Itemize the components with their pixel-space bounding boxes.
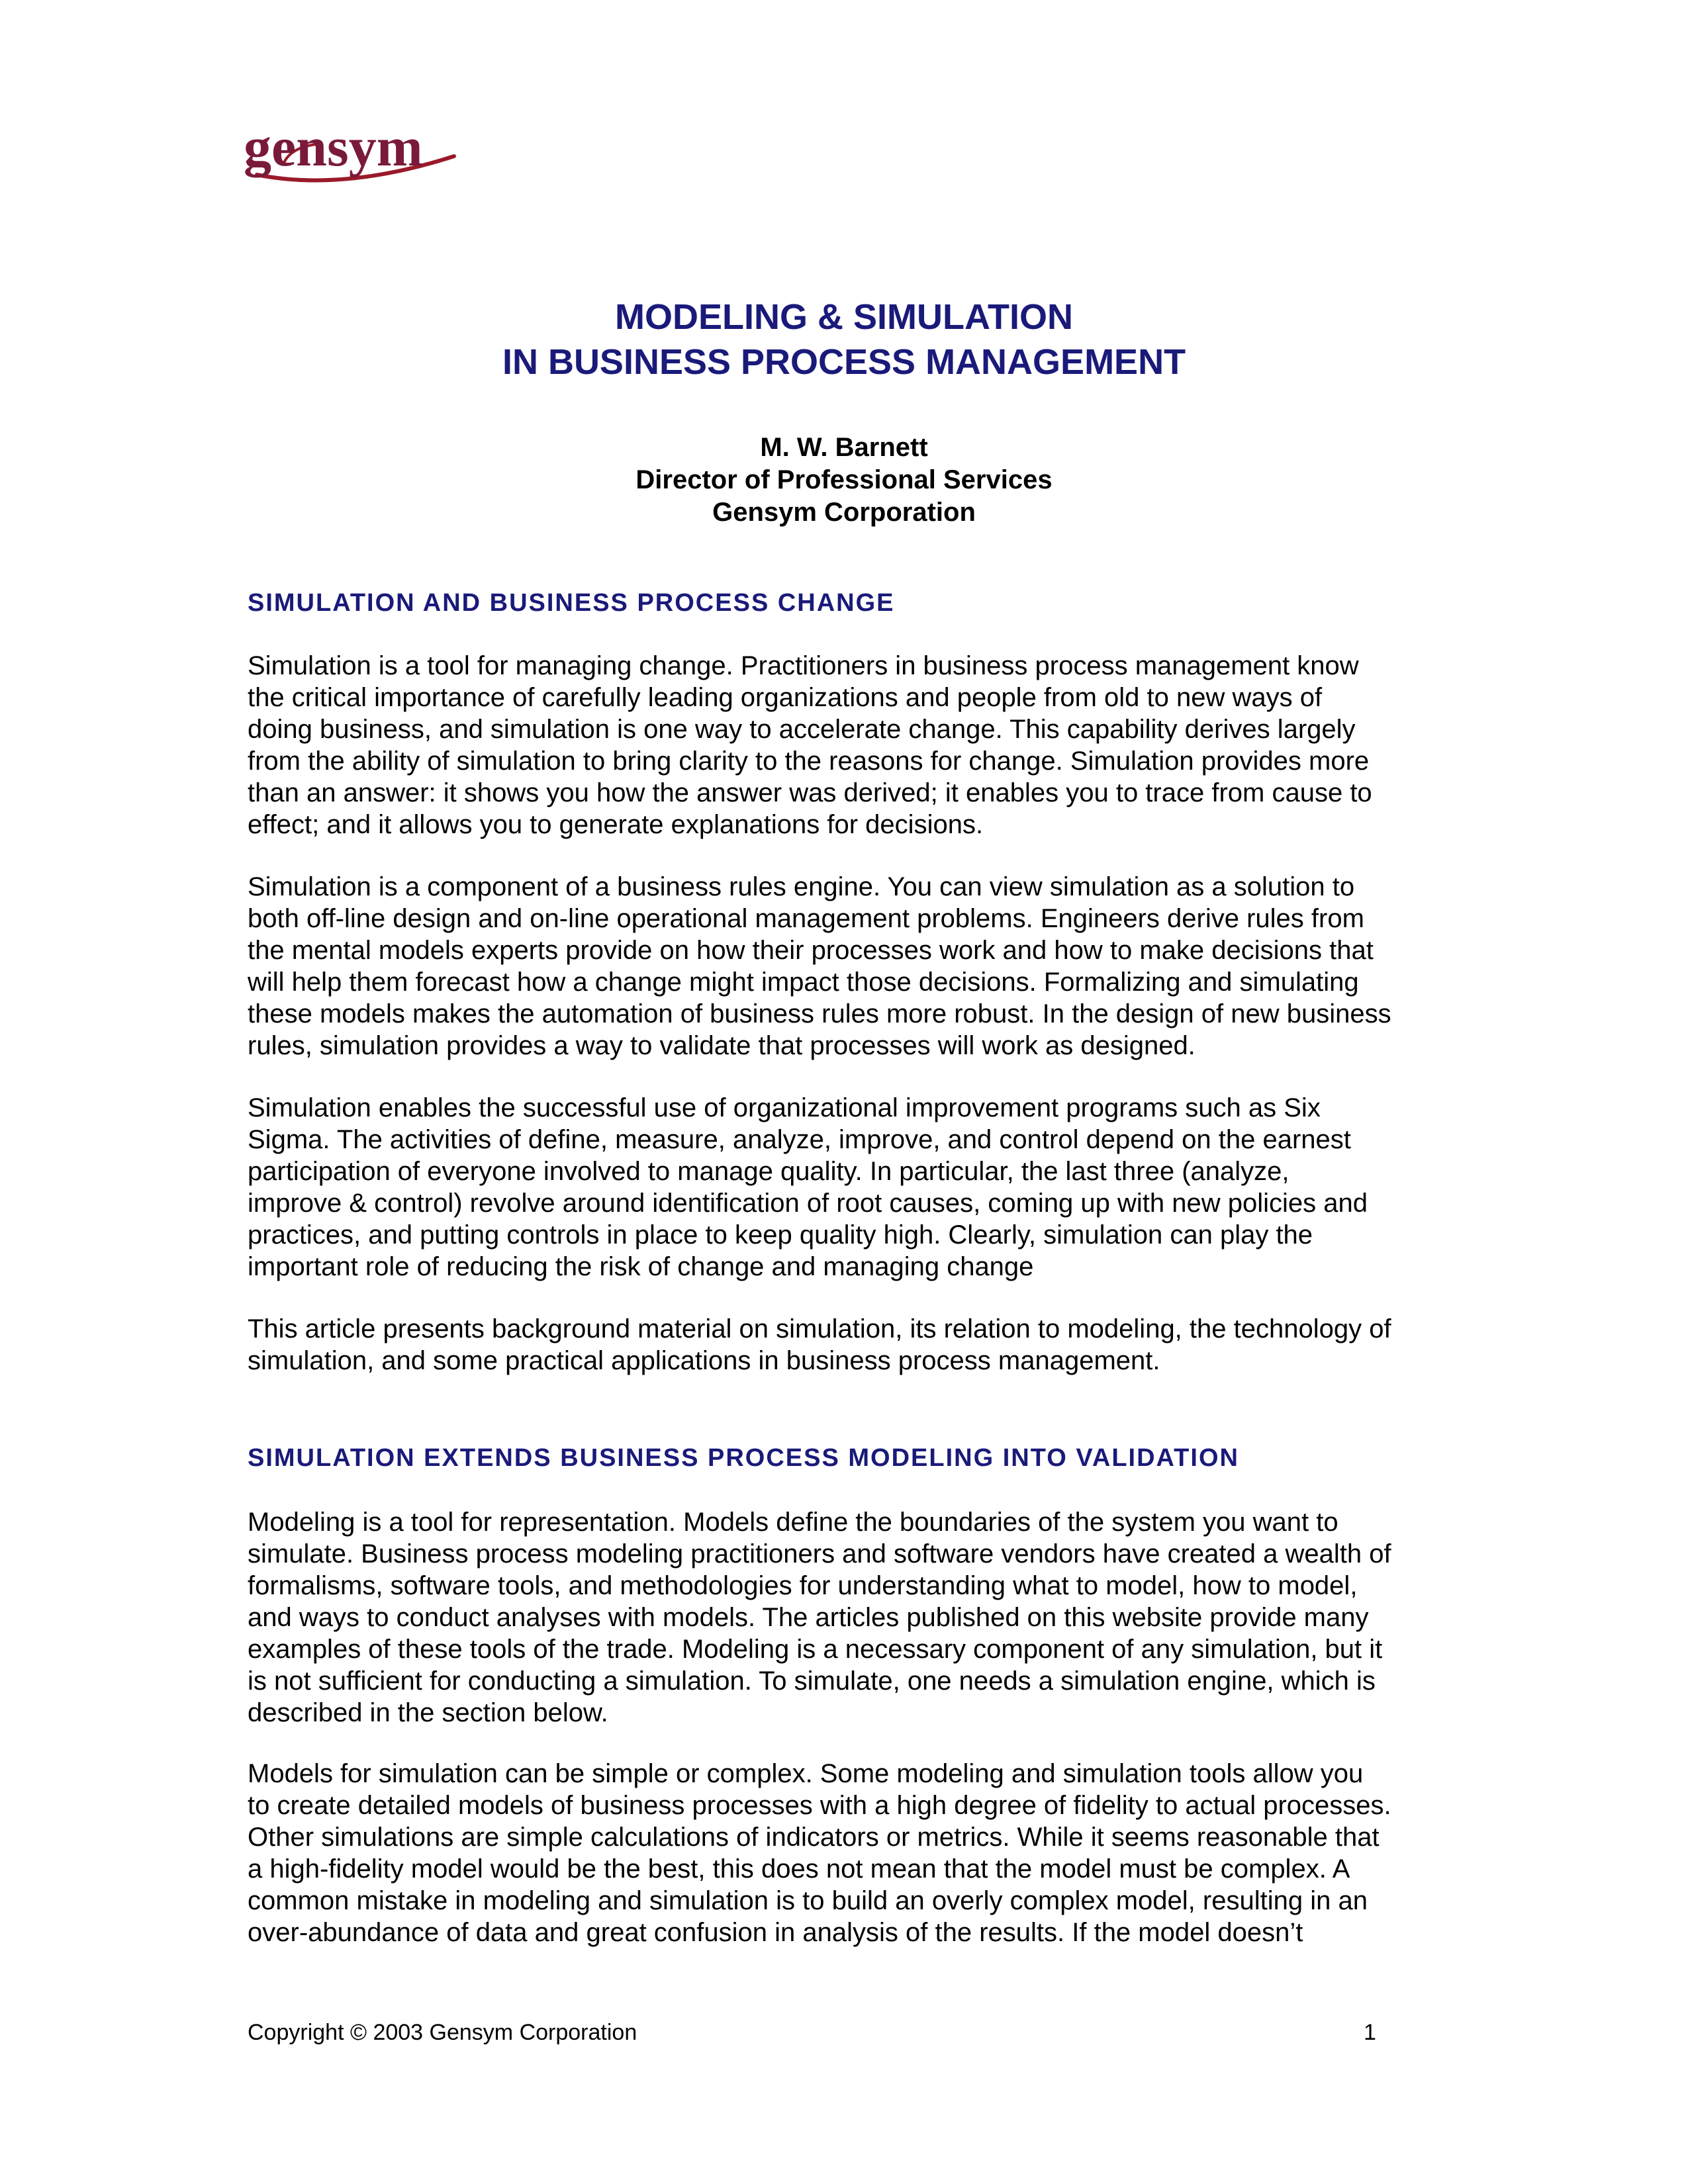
title-line-1: MODELING & SIMULATION (615, 297, 1073, 337)
paragraph-line: the mental models experts provide on how their processes work and how to make decisions that (248, 936, 1374, 965)
paragraph-line: is not sufficient for conducting a simulation. To simulate, one needs a simulation engine, which is (248, 1666, 1376, 1696)
gensym-logo-graphic (244, 118, 459, 192)
logo-text: gensym (244, 118, 423, 178)
paragraph-5 (248, 1506, 1391, 1729)
paragraph-line: and ways to conduct analyses with models. The articles published on this website provide many (248, 1603, 1369, 1632)
paragraph-line: Simulation is a component of a business rules engine. You can view simulation as a solution to (248, 872, 1355, 901)
paragraph-line: these models makes the automation of business rules more robust. In the design of new business (248, 999, 1391, 1028)
gensym-logo (244, 118, 459, 192)
paragraph-3 (248, 1092, 1368, 1283)
paragraph-line: practices, and putting controls in place to keep quality high. Clearly, simulation can play the (248, 1220, 1313, 1250)
title-line-2: IN BUSINESS PROCESS MANAGEMENT (502, 342, 1186, 382)
footer-page-number: 1 (1364, 2020, 1376, 2045)
paragraph-line: Simulation is a tool for managing change. Practitioners in business process management know (248, 651, 1359, 680)
paragraph-line: both off-line design and on-line operational management problems. Engineers derive rules from (248, 904, 1364, 933)
paragraph-line: to create detailed models of business processes with a high degree of fidelity to actual processes. (248, 1791, 1391, 1820)
paragraph-line: effect; and it allows you to generate explanations for decisions. (248, 810, 984, 839)
paragraph-4 (248, 1313, 1391, 1377)
footer-copyright: Copyright © 2003 Gensym Corporation (248, 2020, 637, 2045)
author-position: Director of Professional Services (635, 465, 1053, 494)
paragraph-line: participation of everyone involved to manage quality. In particular, the last three (analyze, (248, 1157, 1289, 1186)
paragraph-line: Simulation enables the successful use of organizational improvement programs such as Six (248, 1093, 1321, 1122)
paragraph-line: than an answer: it shows you how the answer was derived; it enables you to trace from cause to (248, 778, 1372, 807)
author-company: Gensym Corporation (712, 498, 976, 527)
paragraph-line: rules, simulation provides a way to validate that processes will work as designed. (248, 1031, 1196, 1060)
section-heading-2: SIMULATION EXTENDS BUSINESS PROCESS MODELING INTO VALIDATION (248, 1444, 1239, 1472)
paragraph-line: will help them forecast how a change might impact those decisions. Formalizing and simulating (248, 968, 1359, 997)
paragraph-line: from the ability of simulation to bring clarity to the reasons for change. Simulation provides more (248, 747, 1370, 776)
paragraph-line: examples of these tools of the trade. Modeling is a necessary component of any simulation, but it (248, 1635, 1383, 1664)
author-name: M. W. Barnett (760, 433, 928, 462)
paragraph-6 (248, 1758, 1391, 1948)
paragraph-line: simulation, and some practical applications in business process management. (248, 1346, 1160, 1375)
paragraph-line: This article presents background material on simulation, its relation to modeling, the technology of (248, 1314, 1391, 1343)
paragraph-line: over-abundance of data and great confusion in analysis of the results. If the model doesn’t (248, 1918, 1303, 1947)
paragraph-line: Modeling is a tool for representation. Models define the boundaries of the system you want to (248, 1508, 1338, 1537)
paragraph-line: Other simulations are simple calculations of indicators or metrics. While it seems reasonable that (248, 1823, 1380, 1852)
paragraph-1 (248, 650, 1372, 841)
paragraph-line: Sigma. The activities of define, measure, analyze, improve, and control depend on the earnest (248, 1125, 1351, 1154)
paragraph-line: the critical importance of carefully leading organizations and people from old to new ways of (248, 683, 1323, 712)
paragraph-line: formalisms, software tools, and methodologies for understanding what to model, how to model, (248, 1571, 1358, 1600)
paragraph-line: improve & control) revolve around identification of root causes, coming up with new policies and (248, 1189, 1368, 1218)
author-block (0, 432, 1688, 529)
paragraph-line: common mistake in modeling and simulation is to build an overly complex model, resulting in an (248, 1886, 1368, 1915)
paragraph-line: described in the section below. (248, 1698, 608, 1727)
paragraph-line: simulate. Business process modeling practitioners and software vendors have created a wealth of (248, 1539, 1391, 1569)
document-title (0, 295, 1688, 385)
paragraph-line: a high-fidelity model would be the best, this does not mean that the model must be complex. A (248, 1854, 1350, 1884)
paragraph-2 (248, 871, 1391, 1062)
paragraph-line: doing business, and simulation is one way to accelerate change. This capability derives largely (248, 715, 1356, 744)
paragraph-line: Models for simulation can be simple or complex. Some modeling and simulation tools allow you (248, 1759, 1364, 1788)
paragraph-line: important role of reducing the risk of change and managing change (248, 1252, 1034, 1281)
section-heading-1: SIMULATION AND BUSINESS PROCESS CHANGE (248, 589, 895, 617)
